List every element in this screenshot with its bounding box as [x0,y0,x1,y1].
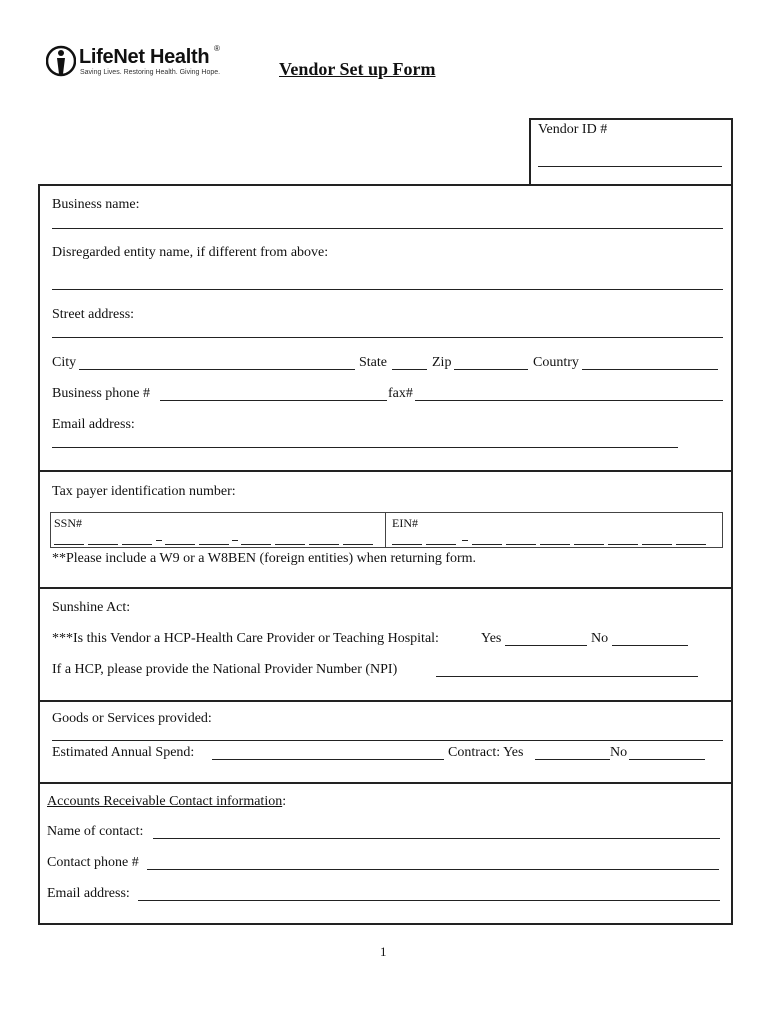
lifenet-logo-icon [46,44,76,78]
ein-digit-7[interactable] [608,544,638,545]
ein-digit-2[interactable] [426,544,456,545]
ar-phone-field[interactable] [147,869,719,870]
annual-spend-label: Estimated Annual Spend: [52,745,195,760]
country-label: Country [533,355,579,370]
ssn-dash-2 [232,540,238,541]
ein-digit-3[interactable] [472,544,502,545]
business-phone-field[interactable] [160,400,387,401]
logo-name: LifeNet Health [79,46,210,68]
ein-digit-4[interactable] [506,544,536,545]
ar-email-label: Email address: [47,886,130,901]
disregarded-entity-field[interactable] [52,289,723,290]
ssn-digit-6[interactable] [241,544,271,545]
ssn-digit-7[interactable] [275,544,305,545]
ein-digit-8[interactable] [642,544,672,545]
w9-note: **Please include a W9 or a W8BEN (foreign entities) when returning form. [52,551,477,566]
ssn-digit-4[interactable] [165,544,195,545]
ssn-digit-2[interactable] [88,544,118,545]
ssn-label: SSN# [54,516,83,530]
ssn-digit-5[interactable] [199,544,229,545]
logo [46,44,226,80]
street-address-label: Street address: [52,307,135,322]
hcp-yes-field[interactable] [505,645,587,646]
city-field[interactable] [79,369,355,370]
annual-spend-field[interactable] [212,759,444,760]
ar-phone-label: Contact phone # [47,855,139,870]
fax-field[interactable] [415,400,723,401]
state-label: State [359,355,387,370]
state-field[interactable] [392,369,427,370]
ar-name-field[interactable] [153,838,720,839]
divider-tax [38,470,733,472]
hcp-question: ***Is this Vendor a HCP-Health Care Provider or Teaching Hospital: [52,631,439,646]
npi-label: If a HCP, please provide the National Provider Number (NPI) [52,662,398,677]
contract-no-label: No [610,745,628,760]
business-name-label: Business name: [52,197,140,212]
ar-email-field[interactable] [138,900,720,901]
goods-services-label: Goods or Services provided: [52,711,212,726]
ein-label: EIN# [392,516,418,530]
tax-id-label: Tax payer identification number: [52,484,236,499]
hcp-no-field[interactable] [612,645,688,646]
contract-no-field[interactable] [629,759,705,760]
npi-field[interactable] [436,676,698,677]
tax-id-table [50,512,723,548]
page-title: Vendor Set up Form [279,59,436,79]
contract-yes-label: Contract: Yes [448,745,524,760]
divider-sunshine [38,587,733,589]
divider-ar [38,782,733,784]
ein-dash [462,540,468,541]
ein-digit-6[interactable] [574,544,604,545]
business-phone-label: Business phone # [52,386,150,401]
logo-tagline: Saving Lives. Restoring Health. Giving Hope. [80,69,221,76]
ssn-digit-1[interactable] [54,544,84,545]
disregarded-entity-label: Disregarded entity name, if different from above: [52,245,329,260]
sunshine-act-label: Sunshine Act: [52,600,131,615]
business-email-field[interactable] [52,447,678,448]
ar-contact-heading [47,794,286,810]
country-field[interactable] [582,369,718,370]
ein-digit-1[interactable] [392,544,422,545]
hcp-yes-label: Yes [481,631,502,646]
business-name-field[interactable] [52,228,723,229]
ssn-digit-9[interactable] [343,544,373,545]
ssn-dash-1 [156,540,162,541]
vendor-id-field[interactable] [538,166,722,167]
divider-goods [38,700,733,702]
logo-registered: ® [214,44,220,53]
business-email-label: Email address: [52,417,135,432]
city-label: City [52,355,77,370]
street-address-field[interactable] [52,337,723,338]
contract-yes-field[interactable] [535,759,610,760]
ar-contact-colon: : [282,794,287,809]
goods-services-field[interactable] [52,740,723,741]
zip-field[interactable] [454,369,528,370]
ein-digit-5[interactable] [540,544,570,545]
ar-name-label: Name of contact: [47,824,144,839]
fax-label: fax# [388,386,413,401]
vendor-id-label: Vendor ID # [538,122,608,137]
zip-label: Zip [432,355,452,370]
ein-digit-9[interactable] [676,544,706,545]
ssn-digit-3[interactable] [122,544,152,545]
tax-id-divider [385,512,386,548]
page-number: 1 [380,944,387,959]
ar-contact-label: Accounts Receivable Contact information [47,794,283,809]
ssn-digit-8[interactable] [309,544,339,545]
hcp-no-label: No [591,631,609,646]
